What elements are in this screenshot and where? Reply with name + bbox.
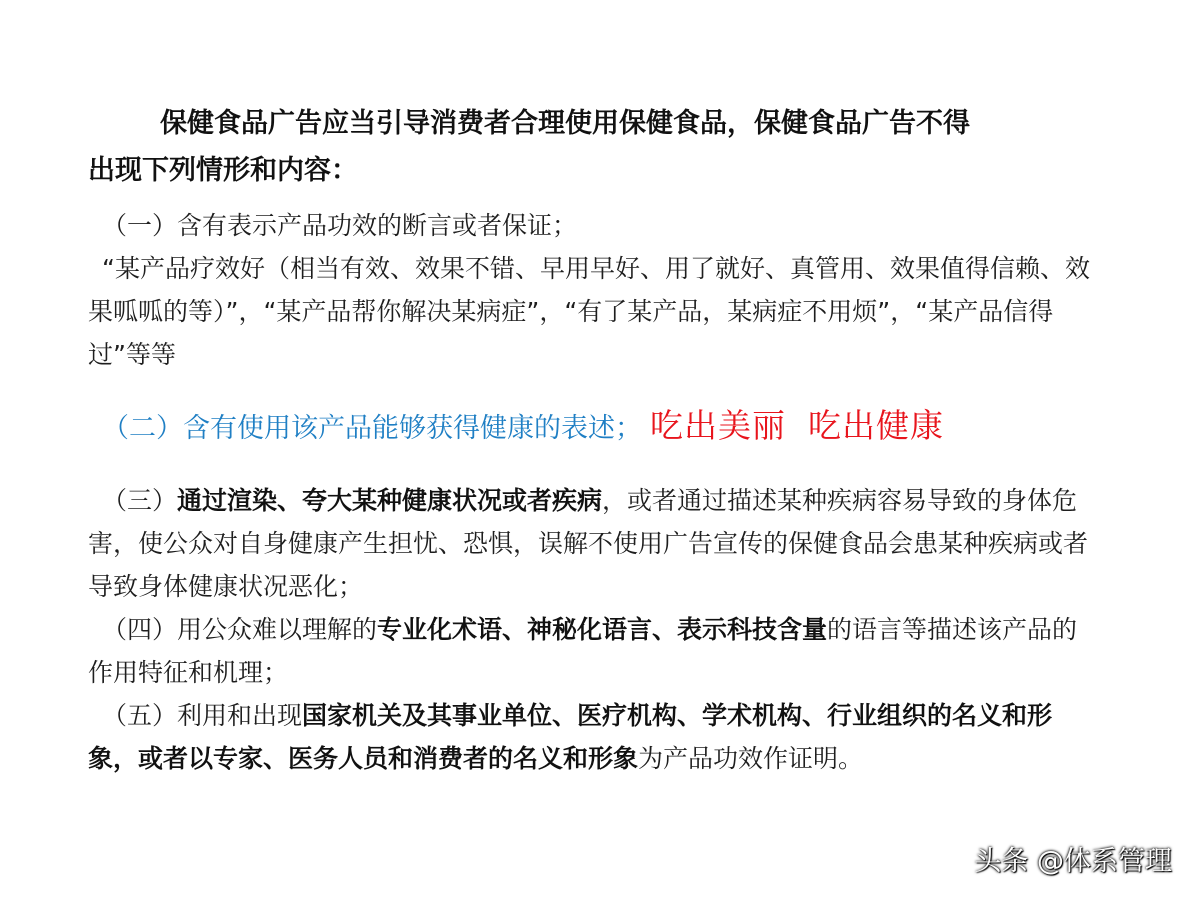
item-5-rest: 为产品功效作证明。 xyxy=(638,744,864,773)
item-5-prefix: （五）利用和出现 xyxy=(102,701,303,730)
document-title xyxy=(88,100,1098,194)
item-4-bold: 专业化术语、神秘化语言、表示科技含量 xyxy=(377,615,828,644)
item-3 xyxy=(88,479,1098,608)
item-1-examples: “某产品疗效好（相当有效、效果不错、早用早好、用了就好、真管用、效果值得信赖、效果呱呱的等）”，“某产品帮你解决某病症”，“有了某产品，某病症不用烦”，“某产品信得过”等等 xyxy=(88,254,1090,369)
item-2 xyxy=(88,403,1098,452)
item-5-bold: 国家机关及其事业单位、医疗机构、学术机构、行业组织的名义和形象，或者以专家、医务人员和消费者的名义和形象 xyxy=(88,701,1053,773)
item-4-prefix: （四）用公众难以理解的 xyxy=(102,615,378,644)
item-3-rest: ，或者通过描述某种疾病容易导致的身体危害，使公众对自身健康产生担忧、恐惧，误解不使用广告宣传的保健食品会患某种疾病或者导致身体健康状况恶化； xyxy=(88,486,1089,601)
slogan-health: 吃出健康 xyxy=(808,406,944,445)
item-2-text: （二）含有使用该产品能够获得健康的表述； xyxy=(102,413,642,444)
item-5 xyxy=(88,694,1098,780)
title-line-2: 出现下列情形和内容： xyxy=(88,155,358,186)
item-2-slogans xyxy=(650,406,944,445)
item-1-heading: （一）含有表示产品功效的断言或者保证； xyxy=(102,211,578,240)
slogan-beauty: 吃出美丽 xyxy=(650,406,786,445)
title-line-1: 保健食品广告应当引导消费者合理使用保健食品，保健食品广告不得 xyxy=(160,108,970,139)
document-body xyxy=(88,100,1098,780)
item-3-prefix: （三） xyxy=(102,486,178,515)
item-4-rest: 的语言等描述该产品的作用特征和机理； xyxy=(88,615,1078,687)
watermark: 头条 @体系管理 xyxy=(974,846,1172,877)
item-4 xyxy=(88,608,1098,694)
item-3-bold: 通过渲染、夸大某种健康状况或者疾病 xyxy=(177,486,603,515)
